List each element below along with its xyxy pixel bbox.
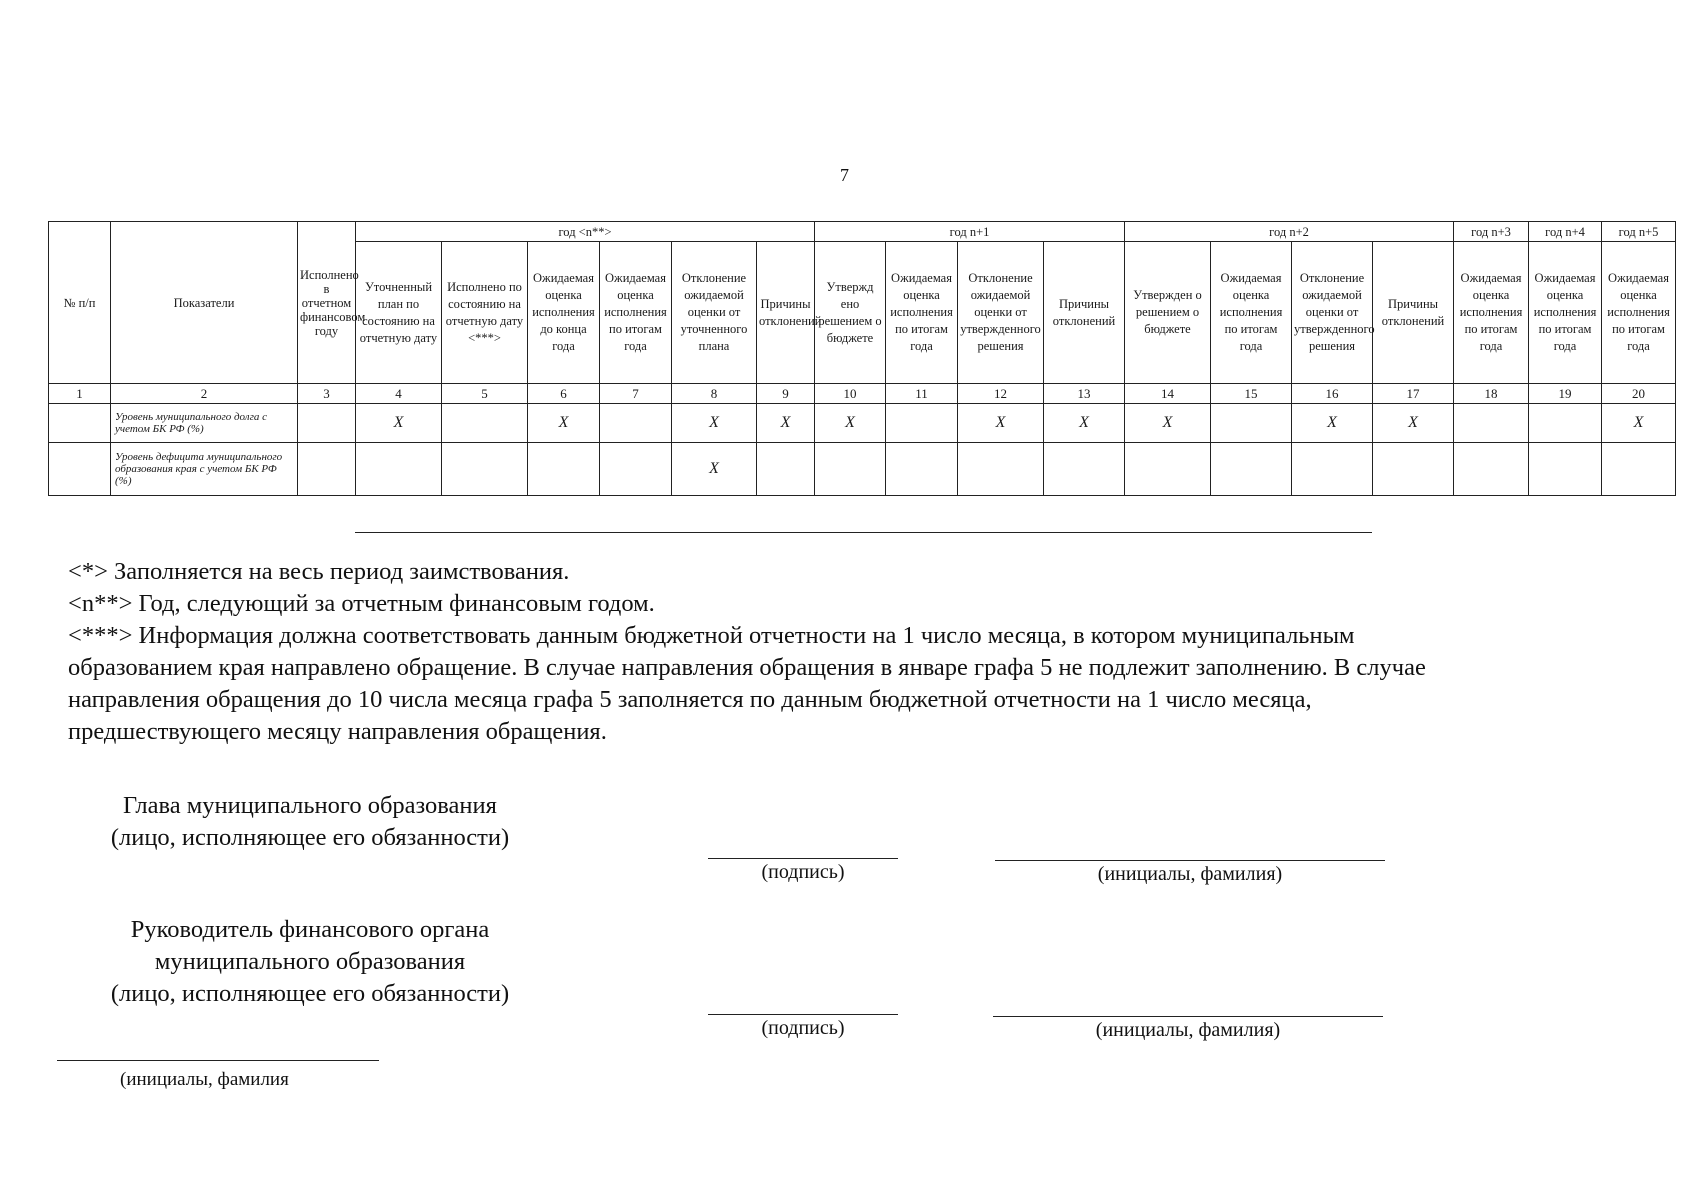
finance-title-line: Руководитель финансового органа — [130, 916, 490, 943]
row-cell — [356, 443, 442, 496]
head-name-caption: (инициалы, фамилия) — [1097, 863, 1283, 885]
col-header-6: Ожидаемая оценка исполнения до конца года — [528, 242, 600, 384]
group-year-n4: год n+4 — [1529, 222, 1602, 242]
group-year-n3: год n+3 — [1454, 222, 1529, 242]
col-header-17: Причины отклонений — [1373, 242, 1454, 384]
footnote-line: предшествующего месяцу направления обращения. — [68, 718, 607, 745]
row-cell: X — [1292, 404, 1373, 443]
col-header-9: Причины отклонений — [757, 242, 815, 384]
row-cell: X — [757, 404, 815, 443]
debt-indicators-table — [48, 221, 1676, 496]
row-cell — [442, 443, 528, 496]
row-cell — [886, 404, 958, 443]
row-cell: X — [672, 404, 757, 443]
column-number: 3 — [298, 384, 356, 404]
row-cell — [1373, 443, 1454, 496]
head-signature-caption: (подпись) — [761, 861, 845, 883]
row-cell — [442, 404, 528, 443]
footnote-divider — [355, 532, 1372, 533]
executor-caption: (инициалы, фамилия — [120, 1069, 289, 1090]
col-header-11: Ожидаемая оценка исполнения по итогам года — [886, 242, 958, 384]
footnotes — [68, 556, 1668, 748]
group-year-n1: год n+1 — [815, 222, 1125, 242]
group-year-n2: год n+2 — [1125, 222, 1454, 242]
row-cell: X — [815, 404, 886, 443]
col-header-13: Причины отклонений — [1044, 242, 1125, 384]
row-cell — [1211, 404, 1292, 443]
row-cell — [757, 443, 815, 496]
column-number: 2 — [111, 384, 298, 404]
row-cell — [298, 404, 356, 443]
table-row — [49, 404, 1676, 443]
row-indicator-label: Уровень муниципального долга с учетом БК РФ (%) — [111, 404, 298, 443]
head-title-line: Глава муниципального образования — [123, 792, 497, 819]
footnote-line: <*> Заполняется на весь период заимствования. — [68, 558, 570, 585]
row-cell: X — [1602, 404, 1676, 443]
col-header-16: Отклонение ожидаемой оценки от утвержденного решения — [1292, 242, 1373, 384]
column-number: 19 — [1529, 384, 1602, 404]
row-cell — [958, 443, 1044, 496]
row-cell — [1529, 404, 1602, 443]
table-row — [49, 443, 1676, 496]
group-year-n5: год n+5 — [1602, 222, 1676, 242]
column-number: 6 — [528, 384, 600, 404]
col-header-indicators: Показатели — [111, 222, 298, 384]
row-cell — [886, 443, 958, 496]
row-cell: X — [958, 404, 1044, 443]
column-number: 17 — [1373, 384, 1454, 404]
column-number: 20 — [1602, 384, 1676, 404]
column-number: 14 — [1125, 384, 1211, 404]
col-header-12: Отклонение ожидаемой оценки от утвержденного решения — [958, 242, 1044, 384]
column-number: 10 — [815, 384, 886, 404]
finance-title-line: (лицо, исполняющее его обязанности) — [110, 980, 510, 1007]
column-number-row — [49, 384, 1676, 404]
finance-signature-caption: (подпись) — [761, 1017, 845, 1039]
column-number: 18 — [1454, 384, 1529, 404]
head-title-line: (лицо, исполняющее его обязанности) — [110, 824, 510, 851]
footnote-line: <n**> Год, следующий за отчетным финансовым годом. — [68, 590, 655, 617]
col-header-number: № п/п — [49, 222, 111, 384]
row-cell — [1454, 443, 1529, 496]
head-signature-title — [50, 790, 570, 854]
column-number: 15 — [1211, 384, 1292, 404]
group-year-n: год <n**> — [356, 222, 815, 242]
col-header-18: Ожидаемая оценка исполнения по итогам года — [1454, 242, 1529, 384]
column-number: 16 — [1292, 384, 1373, 404]
finance-name-caption: (инициалы, фамилия) — [1095, 1019, 1281, 1041]
column-number: 5 — [442, 384, 528, 404]
row-cell: X — [528, 404, 600, 443]
col-header-4: Уточненный план по состоянию на отчетную дату — [356, 242, 442, 384]
finance-signature-line — [708, 1014, 898, 1015]
row-cell — [1044, 443, 1125, 496]
row-cell — [1125, 443, 1211, 496]
row-cell — [815, 443, 886, 496]
row-cell — [528, 443, 600, 496]
col-header-8: Отклонение ожидаемой оценки от уточненного плана — [672, 242, 757, 384]
col-header-5: Исполнено по состоянию на отчетную дату <***> — [442, 242, 528, 384]
row-cell: X — [1125, 404, 1211, 443]
row-indicator-label: Уровень дефицита муниципального образования края с учетом БК РФ (%) — [111, 443, 298, 496]
row-cell — [1529, 443, 1602, 496]
footnote-line: направления обращения до 10 числа месяца графа 5 заполняется по данным бюджетной отчетности на 1 число месяца, — [68, 686, 1312, 713]
col-header-15: Ожидаемая оценка исполнения по итогам года — [1211, 242, 1292, 384]
row-cell: X — [1044, 404, 1125, 443]
row-cell — [49, 404, 111, 443]
col-header-20: Ожидаемая оценка исполнения по итогам года — [1602, 242, 1676, 384]
col-header-19: Ожидаемая оценка исполнения по итогам года — [1529, 242, 1602, 384]
column-number: 4 — [356, 384, 442, 404]
row-cell — [298, 443, 356, 496]
row-cell: X — [1373, 404, 1454, 443]
column-number: 1 — [49, 384, 111, 404]
row-cell: X — [356, 404, 442, 443]
finance-signature-title — [50, 914, 570, 1010]
column-number: 12 — [958, 384, 1044, 404]
column-number: 8 — [672, 384, 757, 404]
head-name-line — [995, 860, 1385, 861]
finance-title-line: муниципального образования — [154, 948, 466, 975]
row-cell — [1292, 443, 1373, 496]
row-cell — [1602, 443, 1676, 496]
page-number: 7 — [840, 165, 849, 185]
row-cell — [1454, 404, 1529, 443]
col-header-7: Ожидаемая оценка исполнения по итогам года — [600, 242, 672, 384]
head-signature-line — [708, 858, 898, 859]
row-cell — [49, 443, 111, 496]
col-header-14: Утвержден о решением о бюджете — [1125, 242, 1211, 384]
column-number: 9 — [757, 384, 815, 404]
column-number: 13 — [1044, 384, 1125, 404]
row-cell — [600, 443, 672, 496]
col-header-executed-reporting-year: Исполнено в отчетном финансовом году — [298, 222, 356, 384]
finance-name-line — [993, 1016, 1383, 1017]
column-number: 11 — [886, 384, 958, 404]
row-cell — [600, 404, 672, 443]
footnote-line: <***> Информация должна соответствовать данным бюджетной отчетности на 1 число месяца, в котором муниципальным — [68, 622, 1355, 649]
year-group-row — [49, 222, 1676, 242]
row-cell — [1211, 443, 1292, 496]
column-number: 7 — [600, 384, 672, 404]
executor-line — [57, 1060, 379, 1061]
footnote-line: образованием края направлено обращение. В случае направления обращения в январе графа 5 не подлежит заполнению. В случае — [68, 654, 1426, 681]
col-header-10: Утвержд ено решением о бюджете — [815, 242, 886, 384]
row-cell: X — [672, 443, 757, 496]
